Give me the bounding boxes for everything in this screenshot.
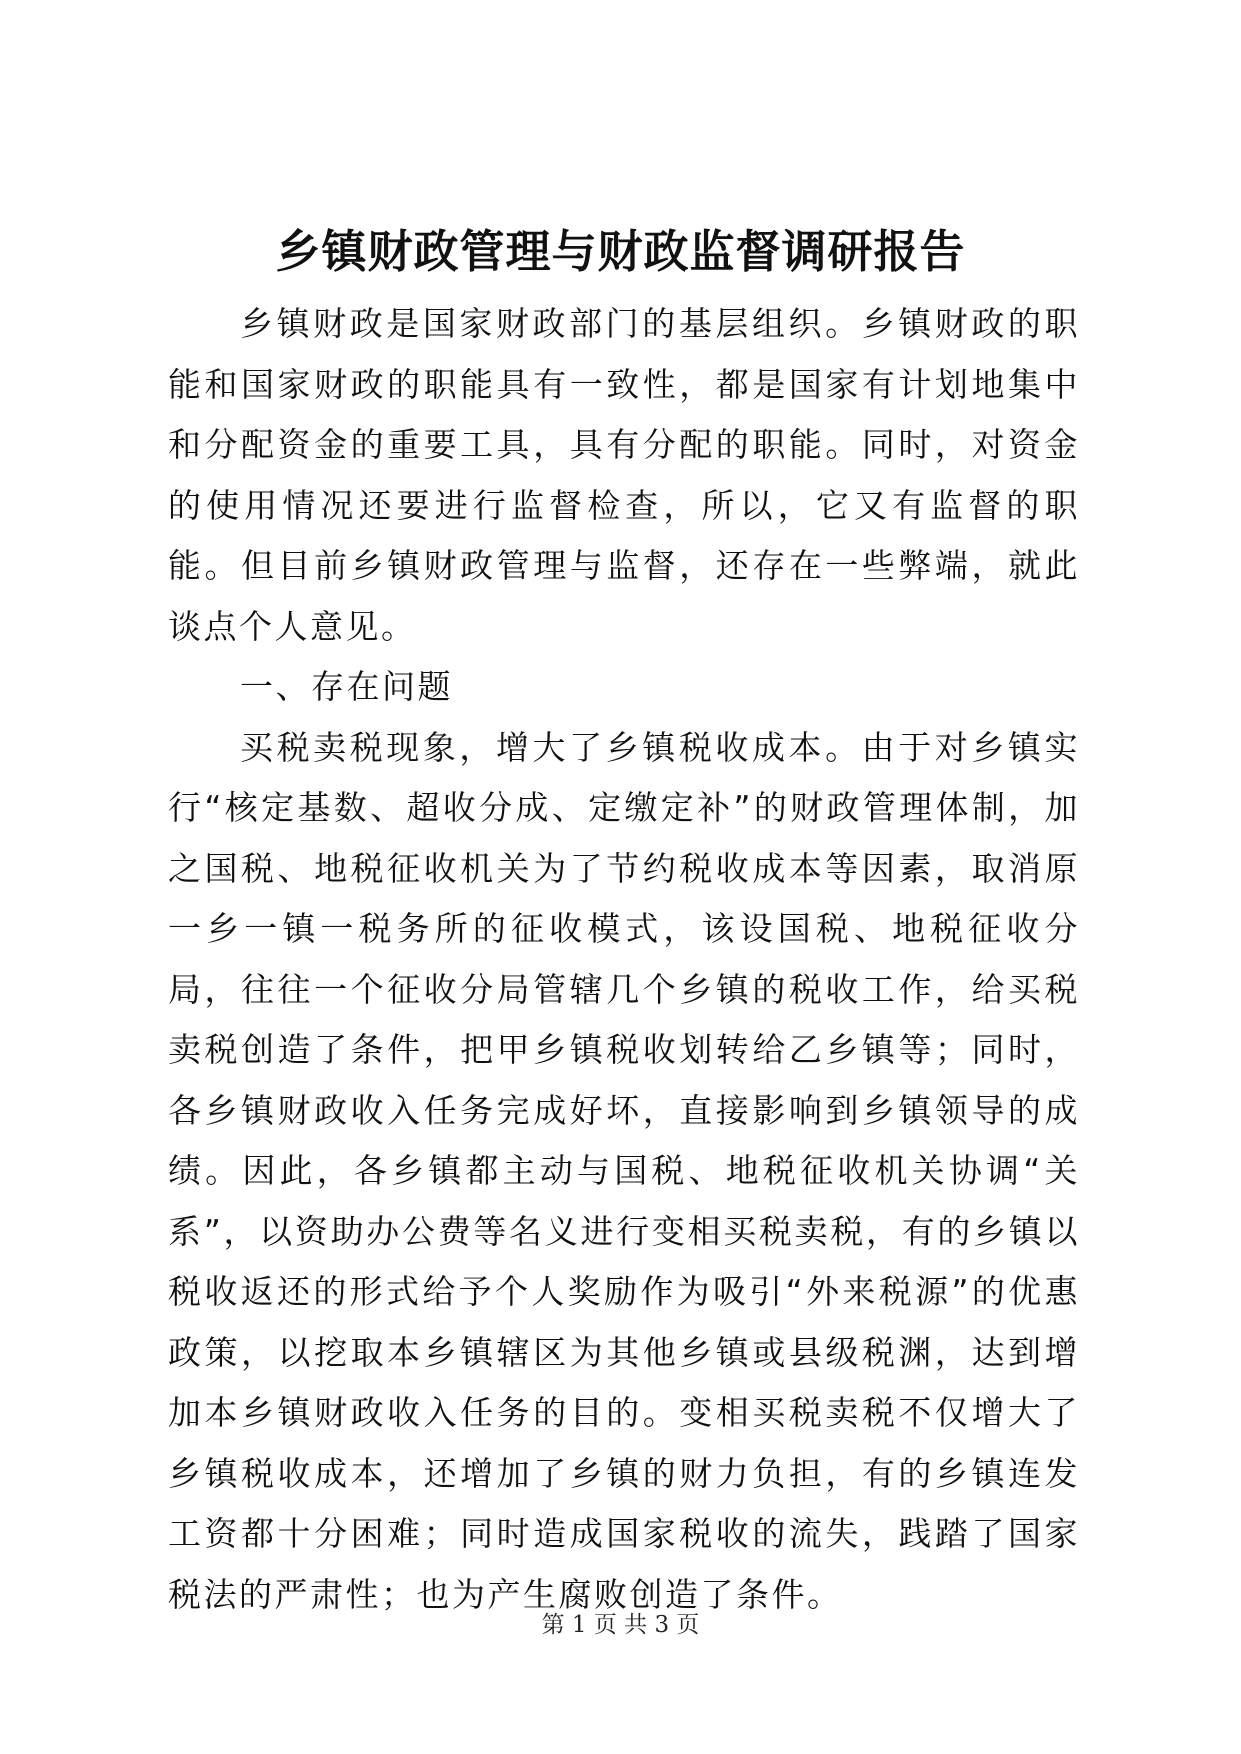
paragraph-tax-trading: 买税卖税现象，增大了乡镇税收成本。由于对乡镇实行“核定基数、超收分成、定缴定补”的财政管理体制，加之国税、地税征收机关为了节约税收成本等因素，取消原一乡一镇一税务所的征收模式，该设国税、地税征收分局，往往一个征收分局管辖几个乡镇的税收工作，给买税卖税创造了条件，把甲乡镇税收划转给乙乡镇等；同时，各乡镇财政收入任务完成好坏，直接影响到乡镇领导的成绩。因此，各乡镇都主动与国税、地税征收机关协调“关系”，以资助办公费等名义进行变相买税卖税，有的乡镇以税收返还的形式给予个人奖励作为吸引“外来税源”的优惠政策，以挖取本乡镇辖区为其他乡镇或县级税渊，达到增加本乡镇财政收入任务的目的。变相买税卖税不仅增大了乡镇税收成本，还增加了乡镇的财力负担，有的乡镇连发工资都十分困难；同时造成国家税收的流失，践踏了国家税法的严肃性；也为产生腐败创造了条件。 — [168, 727, 1080, 1614]
page-number-info: 第 1 页 共 3 页 — [541, 1612, 700, 1638]
section-heading-problems: 一、存在问题 — [240, 667, 453, 706]
document-body — [168, 294, 1080, 1625]
page-footer — [0, 1610, 1241, 1640]
document-title: 乡镇财政管理与财政监督调研报告 — [275, 225, 966, 278]
paragraph-intro: 乡镇财政是国家财政部门的基层组织。乡镇财政的职能和国家财政的职能具有一致性，都是国家有计划地集中和分配资金的重要工具，具有分配的职能。同时，对资金的使用情况还要进行监督检查，所以，它又有监督的职能。但目前乡镇财政管理与监督，还存在一些弊端，就此谈点个人意见。 — [168, 304, 1080, 646]
